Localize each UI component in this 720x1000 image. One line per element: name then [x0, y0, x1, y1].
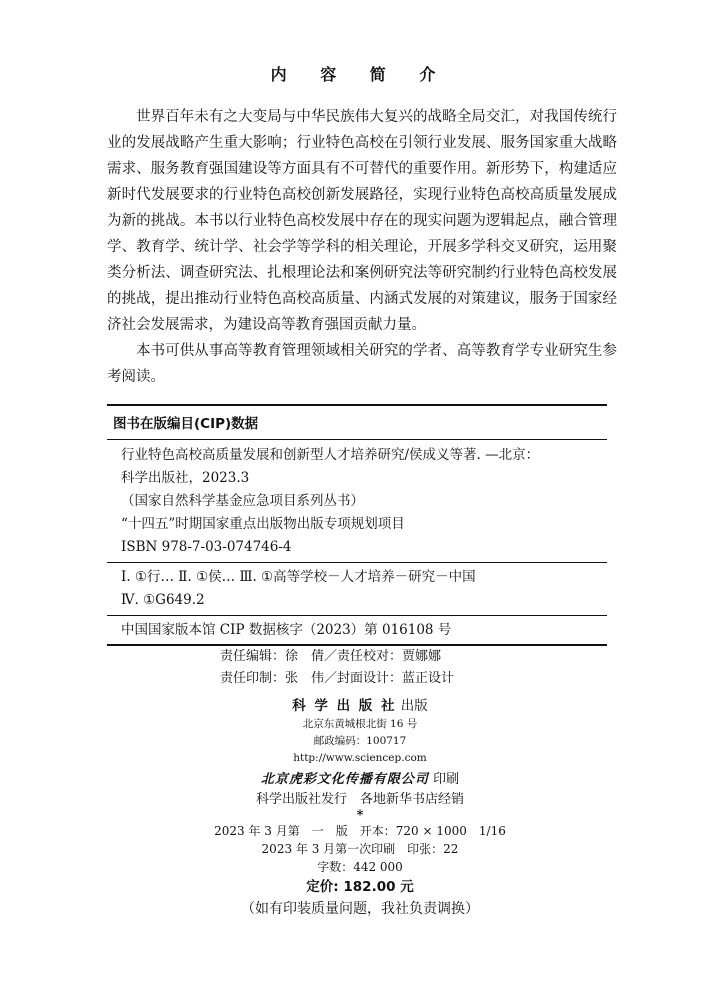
separator-star: *	[356, 808, 364, 823]
summary-paragraph: 本书可供从事高等教育管理领域相关研究的学者、高等教育学专业研究生参考阅读。	[107, 343, 617, 385]
cip-line: 行业特色高校高质量发展和创新型人才培养研究/侯成义等著. —北京：	[121, 447, 540, 463]
printer-logotype: 北京虎彩文化传播有限公司	[260, 772, 429, 787]
printer-line	[0, 770, 720, 790]
publisher-suffix: 出版	[400, 698, 428, 714]
cip-class-line: Ⅳ. ①G649.2	[121, 592, 205, 608]
cip-line: 科学出版社，2023.3	[121, 470, 250, 486]
cip-isbn: ISBN 978-7-03-074746-4	[121, 539, 292, 555]
cip-line: “十四五”时期国家重点出版物出版专项规划项目	[121, 516, 405, 532]
cip-data-box	[107, 404, 607, 646]
price-line: 定价: 182.00 元	[306, 879, 414, 895]
word-count-line: 字数：442 000	[317, 860, 403, 874]
summary-title: 内 容 简 介	[270, 65, 450, 84]
publisher-postcode: 邮政编码：100717	[313, 735, 407, 747]
cip-record-number: 中国国家版本馆 CIP 数据核字（2023）第 016108 号	[107, 615, 607, 644]
cip-description	[107, 440, 607, 559]
cip-line: （国家自然科学基金应急项目系列丛书）	[121, 493, 364, 509]
credit-line-production: 责任印制：张 伟／封面设计：蓝正设计	[220, 671, 455, 686]
publisher-website: http://www.sciencep.com	[293, 752, 427, 764]
summary-paragraph: 世界百年未有之大变局与中华民族伟大复兴的战略全局交汇，对我国传统行业的发展战略产生重大影响；行业特色高校在引领行业发展、服务国家重大战略需求、服务教育强国建设等方面具有不可替代的重要作用。新形势下，构建适应新时代发展要求的行业特色高校创新发展路径，实现行业特色高校高质量发展成为新的挑战。本书以行业特色高校发展中存在的现实问题为逻辑起点，融合管理学、教育学、统计学、社会学等学科的相关理论，开展多学科交叉研究，运用聚类分析法、调查研究法、扎根理论法和案例研究法等研究制约行业特色高校发展的挑战，提出推动行业特色高校高质量、内涵式发展的对策建议，服务于国家经济社会发展需求，为建设高等教育强国贡献力量。	[107, 109, 617, 333]
distribution-line: 科学出版社发行 各地新华书店经销	[255, 792, 464, 807]
quality-notice: （如有印装质量问题，我社负责调换）	[241, 901, 479, 917]
cip-class-line: Ⅰ. ①行… Ⅱ. ①侯… Ⅲ. ①高等学校－人才培养－研究－中国	[121, 569, 476, 585]
imprint-block	[0, 696, 720, 920]
editorial-credits	[220, 646, 550, 690]
cip-classification	[107, 562, 607, 612]
publisher-address: 北京东黄城根北街 16 号	[302, 718, 418, 730]
printing-line: 2023 年 3 月第一次印刷 印张：22	[261, 842, 459, 856]
edition-line: 2023 年 3 月第 一 版 开本：720 × 1000 1/16	[214, 824, 506, 838]
printer-suffix: 印刷	[433, 772, 460, 787]
publisher-logotype: 科 学 出 版 社	[292, 698, 397, 714]
credit-line-editors: 责任编辑：徐 倩／责任校对：贾娜娜	[220, 649, 442, 664]
summary-text	[107, 104, 617, 390]
cip-heading: 图书在版编目(CIP)数据	[107, 406, 607, 440]
publisher-line	[0, 696, 720, 716]
